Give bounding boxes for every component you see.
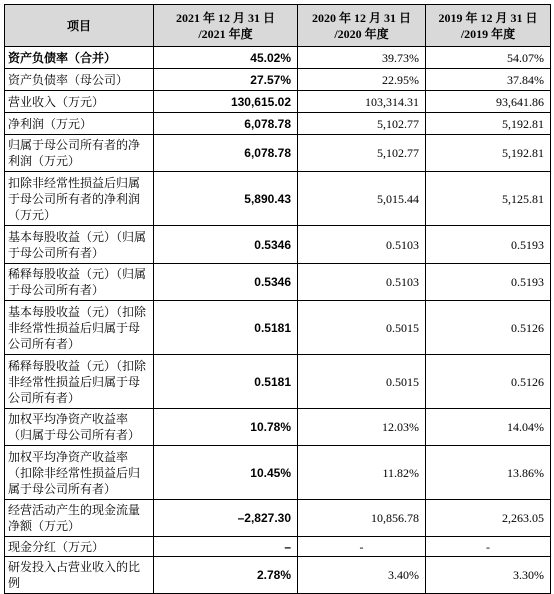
row-label: 基本每股收益（元）（扣除非经常性损益后归属于母公司所有者） [5,301,154,355]
row-label: 净利润（万元） [5,113,154,135]
value-2019: 93,641.86 [426,91,551,113]
row-label: 资产负债率（合并） [5,47,154,69]
table-row [5,537,551,557]
value-2020: 22.95% [298,69,426,91]
value-2021: 10.78% [154,409,298,446]
value-2019: 5,125.81 [426,172,551,226]
value-2019: 5,192.81 [426,113,551,135]
value-2019: 0.5193 [426,226,551,264]
table-row [5,172,551,226]
value-2020: 3.40% [298,557,426,594]
row-label: 加权平均净资产收益率（扣除非经常性损益后归属于母公司所有者） [5,446,154,500]
value-2021: 0.5181 [154,355,298,409]
row-label: 经营活动产生的现金流量净额（万元） [5,500,154,537]
value-2020: 0.5015 [298,301,426,355]
table-row [5,446,551,500]
value-2019: 2,263.05 [426,500,551,537]
value-2021: 6,078.78 [154,113,298,135]
value-2020: 5,102.77 [298,113,426,135]
value-2021: 6,078.78 [154,135,298,172]
value-2019: 5,192.81 [426,135,551,172]
row-label: 资产负债率（母公司） [5,69,154,91]
value-2021: 27.57% [154,69,298,91]
row-label: 稀释每股收益（元）（归属于母公司所有者） [5,264,154,301]
row-label: 现金分红（万元） [5,537,154,557]
value-2021: 0.5346 [154,226,298,264]
table-row [5,500,551,537]
value-2020: 11.82% [298,446,426,500]
table-row [5,355,551,409]
value-2020: 10,856.78 [298,500,426,537]
header-2019: 2019 年 12 月 31 日 /2019 年度 [426,5,551,47]
value-2020: 39.73% [298,47,426,69]
row-label: 基本每股收益（元）（归属于母公司所有者） [5,226,154,264]
value-2019: 3.30% [426,557,551,594]
row-label: 稀释每股收益（元）（扣除非经常性损益后归属于母公司所有者） [5,355,154,409]
table-row [5,301,551,355]
value-2019: 0.5126 [426,355,551,409]
value-2021: 45.02% [154,47,298,69]
table-row [5,113,551,135]
value-2019: 0.5126 [426,301,551,355]
table-row [5,91,551,113]
value-2019: 37.84% [426,69,551,91]
value-2020: 12.03% [298,409,426,446]
value-2021: 0.5181 [154,301,298,355]
table-row [5,47,551,69]
value-2020: - [298,537,426,557]
value-2021: 0.5346 [154,264,298,301]
value-2019: - [426,537,551,557]
value-2019: 0.5193 [426,264,551,301]
table-row [5,69,551,91]
row-label: 研发投入占营业收入的比例 [5,557,154,594]
value-2019: 54.07% [426,47,551,69]
value-2020: 0.5015 [298,355,426,409]
value-2021: 2.78% [154,557,298,594]
row-label: 扣除非经常性损益后归属于母公司所有者的净利润（万元） [5,172,154,226]
value-2020: 103,314.31 [298,91,426,113]
value-2021: –2,827.30 [154,500,298,537]
value-2021: 5,890.43 [154,172,298,226]
value-2020: 0.5103 [298,226,426,264]
header-2020: 2020 年 12 月 31 日 /2020 年度 [298,5,426,47]
header-2021: 2021 年 12 月 31 日 /2021 年度 [154,5,298,47]
row-label: 归属于母公司所有者的净利润（万元） [5,135,154,172]
value-2021: 130,615.02 [154,91,298,113]
table-row [5,135,551,172]
value-2019: 14.04% [426,409,551,446]
value-2021: – [154,537,298,557]
value-2020: 0.5103 [298,264,426,301]
row-label: 加权平均净资产收益率（归属于母公司所有者） [5,409,154,446]
value-2020: 5,102.77 [298,135,426,172]
table-header-row [5,5,551,47]
row-label: 营业收入（万元） [5,91,154,113]
table-row [5,226,551,264]
value-2019: 13.86% [426,446,551,500]
header-item: 项目 [5,5,154,47]
table-row [5,557,551,594]
value-2020: 5,015.44 [298,172,426,226]
value-2021: 10.45% [154,446,298,500]
financial-indicators-table [4,4,551,594]
table-row [5,409,551,446]
table-row [5,264,551,301]
